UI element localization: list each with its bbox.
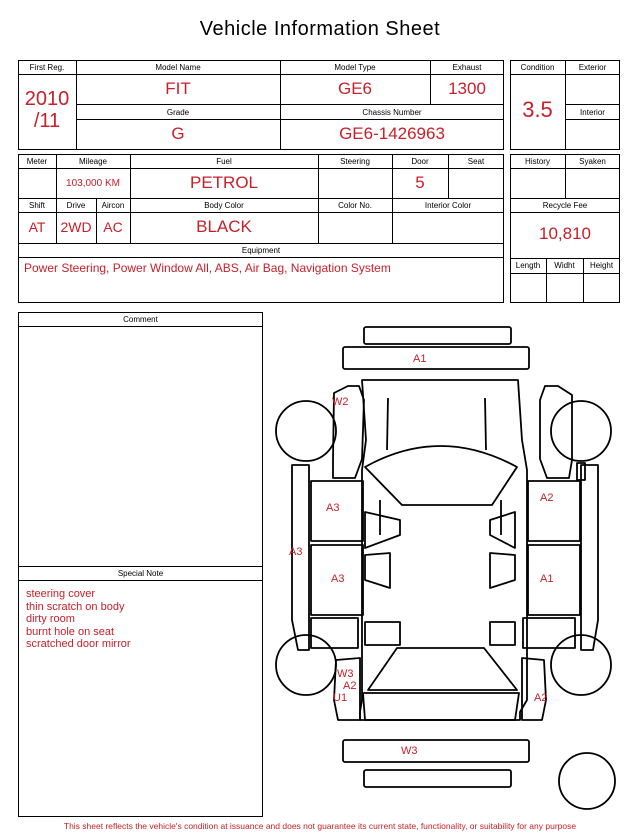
damage-mark: W3 [337, 668, 354, 680]
exterior-label: Exterior [578, 63, 607, 72]
drive-value: 2WD [60, 219, 92, 235]
front-right-wheel [551, 401, 611, 461]
shift-value: AT [28, 219, 46, 235]
width-label: Widht [554, 261, 575, 270]
body-color-value: BLACK [196, 217, 252, 236]
hood [343, 347, 529, 369]
history-label: History [525, 157, 550, 166]
interior-color-label: Interior Color [424, 201, 472, 210]
condition-score: 3.5 [522, 97, 553, 122]
recycle-fee-value: 10,810 [539, 224, 591, 243]
color-no-label: Color No. [338, 201, 372, 210]
door-label: Door [411, 157, 429, 166]
equipment-value: Power Steering, Power Window All, ABS, Air Bag, Navigation System [24, 261, 391, 275]
body-outline [360, 380, 527, 720]
rear-left-wheel [276, 635, 336, 695]
door-value: 5 [415, 173, 425, 192]
drive-label: Drive [66, 201, 86, 210]
interior-label: Interior [580, 108, 605, 117]
height-label: Height [589, 261, 614, 270]
body-color-label: Body Color [204, 201, 244, 210]
aircon-label: Aircon [101, 201, 125, 210]
mileage-label: Mileage [78, 157, 107, 166]
damage-mark: W2 [332, 396, 349, 408]
front-left-wheel [276, 401, 336, 461]
syaken-label: Syaken [579, 157, 606, 166]
damage-mark: A1 [413, 353, 427, 365]
steering-label: Steering [340, 157, 370, 166]
windshield [365, 446, 517, 505]
damage-mark: A2 [540, 492, 554, 504]
damage-mark: A2 [534, 692, 548, 704]
page-title: Vehicle Information Sheet [199, 18, 441, 40]
right-sill [581, 465, 598, 650]
aircon-value: AC [103, 219, 123, 235]
model-type-value: GE6 [337, 79, 373, 98]
special-note-label: Special Note [117, 569, 164, 578]
fuel-value: PETROL [189, 173, 259, 192]
fuel-label: Fuel [216, 157, 232, 166]
seat-label: Seat [467, 157, 485, 166]
tailgate [363, 693, 519, 720]
right-rear-door [528, 545, 580, 615]
grade-label: Grade [166, 108, 190, 117]
special-note-item: scratched door mirror [26, 638, 131, 650]
rear-panel [343, 740, 529, 762]
shift-label: Shift [28, 201, 45, 210]
mileage-value: 103,000 KM [66, 178, 120, 189]
disclaimer-footer: This sheet reflects the vehicle's condition at issuance and does not guarantee its current state, functionality, or suitability for any purpose [63, 821, 577, 831]
grade-value: G [171, 124, 185, 143]
damage-mark: A1 [540, 573, 554, 585]
damage-mark: A3 [326, 502, 340, 514]
chassis-number-label: Chassis Number [362, 108, 422, 117]
recycle-fee-label: Recycle Fee [542, 201, 588, 210]
chassis-number-value: GE6-1426963 [339, 124, 445, 143]
damage-mark: W3 [401, 745, 418, 757]
first-reg-year: 2010 [24, 88, 70, 110]
damage-mark: A2 [343, 680, 357, 692]
special-note-item: thin scratch on body [26, 600, 125, 613]
special-note-item: burnt hole on seat [26, 625, 115, 638]
damage-mark: U1 [333, 692, 348, 704]
condition-label: Condition [520, 63, 555, 72]
special-note-item: steering cover [26, 588, 96, 600]
exhaust-label: Exhaust [452, 63, 482, 72]
model-name-value: FIT [165, 79, 191, 98]
meter-label: Meter [26, 157, 48, 166]
equipment-label: Equipment [241, 246, 281, 255]
right-front-fender [540, 386, 572, 478]
rear-window [368, 648, 517, 690]
comment-label: Comment [123, 315, 158, 324]
exhaust-value: 1300 [448, 79, 486, 98]
first-reg-month: /11 [33, 110, 61, 132]
right-front-door [528, 481, 580, 541]
first-reg-label: First Reg. [29, 63, 65, 72]
rear-bumper [364, 770, 511, 787]
model-name-label: Model Name [155, 63, 201, 72]
right-rear-fender [523, 618, 575, 648]
spare-wheel [559, 753, 615, 809]
right-rear-quarter [522, 658, 546, 720]
model-type-label: Model Type [334, 63, 376, 72]
length-label: Length [515, 261, 541, 270]
special-note-item: dirty room [26, 613, 75, 625]
damage-mark: A3 [289, 546, 303, 558]
damage-mark: A3 [331, 573, 345, 585]
left-rear-fender [311, 618, 358, 648]
front-bumper [364, 327, 511, 344]
